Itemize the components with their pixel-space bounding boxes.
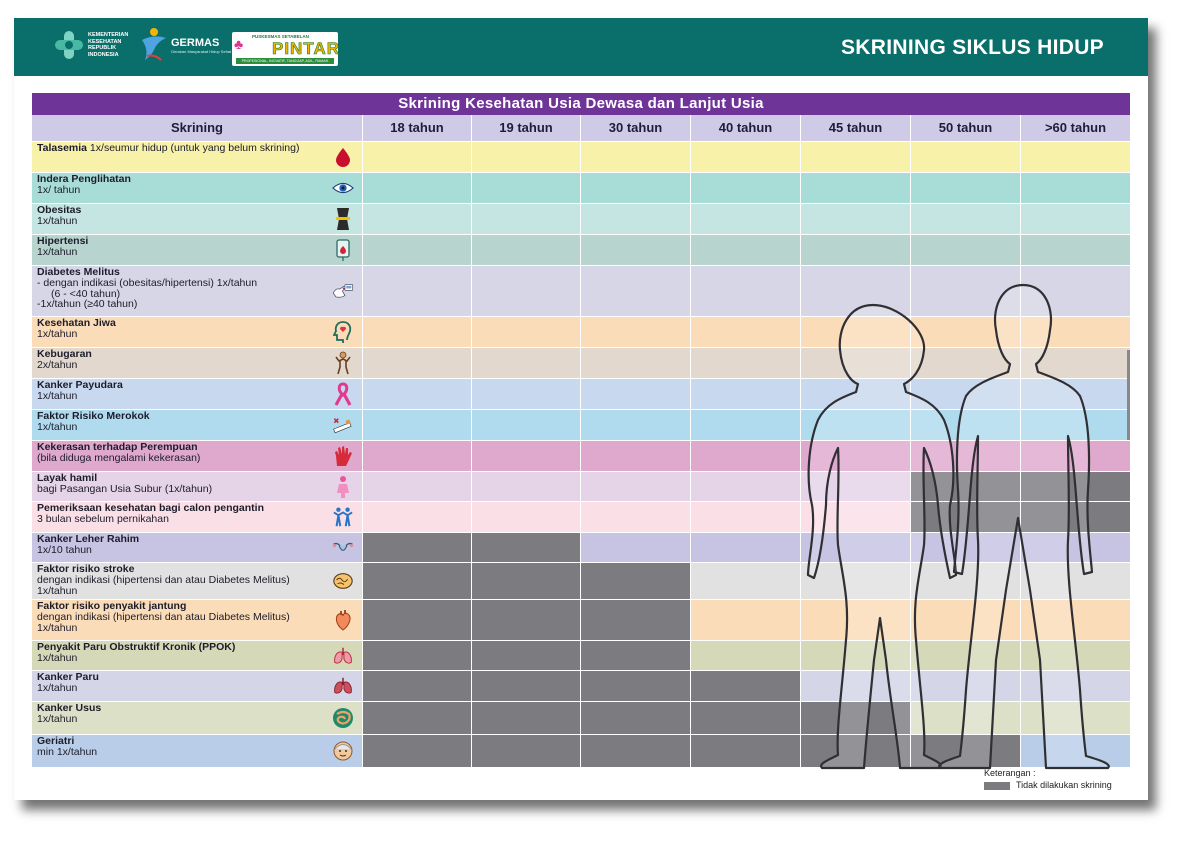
row-title-line <box>37 174 362 185</box>
edge-shade <box>1127 350 1130 440</box>
cell-screened <box>362 266 471 316</box>
table-row <box>32 316 1130 347</box>
row-label <box>32 410 362 440</box>
row-description: dengan indikasi (hipertensi dan atau Diabetes Melitus) <box>37 574 290 586</box>
row-title: Faktor risiko stroke <box>37 563 135 575</box>
cell-not-screened <box>1020 502 1130 532</box>
cell-screened <box>800 533 910 562</box>
row-title: Pemeriksaan kesehatan bagi calon pengantin <box>37 502 264 514</box>
cell-screened <box>690 348 800 378</box>
cell-not-screened <box>800 735 910 767</box>
table-row <box>32 640 1130 670</box>
legend-gray-label: Tidak dilakukan skrining <box>1016 780 1112 790</box>
woman-icon <box>332 476 354 498</box>
row-label <box>32 173 362 203</box>
cell-screened <box>910 533 1020 562</box>
cell-screened <box>690 204 800 234</box>
row-inline-desc: 1x/seumur hidup (untuk yang belum skrining) <box>87 142 300 154</box>
cell-screened <box>1020 441 1130 471</box>
legend-title: Keterangan : <box>984 768 1036 778</box>
cell-screened <box>1020 142 1130 172</box>
legend-gray-swatch <box>984 782 1010 790</box>
cell-not-screened <box>580 600 690 640</box>
cell-screened <box>690 441 800 471</box>
cell-screened <box>471 266 580 316</box>
cell-screened <box>580 379 690 409</box>
row-description: 1x/tahun <box>37 390 78 402</box>
row-title-line <box>37 380 362 391</box>
cell-screened <box>362 441 471 471</box>
cell-screened <box>800 502 910 532</box>
cell-screened <box>1020 600 1130 640</box>
cell-screened <box>1020 266 1130 316</box>
pintar-word: PINTAR <box>272 39 341 58</box>
table-row <box>32 532 1130 562</box>
cell-not-screened <box>362 735 471 767</box>
row-title: Faktor risiko penyakit jantung <box>37 600 187 612</box>
header-age-column: 19 tahun <box>471 115 580 141</box>
pintar-bottom-text: PROFESIONAL, INOVATIF, TANGGAP, ADIL, RAMAH <box>236 58 334 64</box>
cell-screened <box>910 204 1020 234</box>
cell-screened <box>362 235 471 265</box>
lungs-icon <box>332 645 354 667</box>
row-description: 1x/tahun <box>37 421 78 433</box>
cell-screened <box>910 379 1020 409</box>
row-label <box>32 204 362 234</box>
row-label <box>32 266 362 316</box>
row-description: dengan indikasi (hipertensi dan atau Diabetes Melitus) <box>37 611 290 623</box>
cell-screened <box>362 204 471 234</box>
header-skrining: Skrining <box>170 120 223 135</box>
cell-screened <box>471 173 580 203</box>
cell-screened <box>910 173 1020 203</box>
header-age-column: 18 tahun <box>362 115 471 141</box>
row-label <box>32 735 362 767</box>
germas-figure-icon <box>139 26 169 64</box>
cell-not-screened <box>471 735 580 767</box>
germas-logo <box>139 26 231 64</box>
kemenkes-emblem-icon <box>54 30 84 60</box>
cell-screened <box>910 600 1020 640</box>
cell-screened <box>800 671 910 701</box>
cell-screened <box>910 266 1020 316</box>
row-description: -1x/tahun (≥40 tahun) <box>37 298 138 310</box>
legend <box>984 768 1112 790</box>
cell-screened <box>580 317 690 347</box>
row-title: Kanker Payudara <box>37 379 123 391</box>
cell-screened <box>910 235 1020 265</box>
table-row <box>32 562 1130 599</box>
row-description: 1x/tahun <box>37 328 78 340</box>
row-label <box>32 533 362 562</box>
cell-screened <box>1020 641 1130 670</box>
row-label <box>32 472 362 501</box>
cell-screened <box>800 204 910 234</box>
header-age-column: 45 tahun <box>800 115 910 141</box>
row-description: 1x/tahun <box>37 215 78 227</box>
blood-pressure-icon <box>332 239 354 261</box>
no-smoking-icon <box>332 414 354 436</box>
row-title: Obesitas <box>37 204 82 216</box>
pink-ribbon-icon <box>332 383 354 405</box>
cell-screened <box>910 142 1020 172</box>
table-row <box>32 172 1130 203</box>
cell-screened <box>1020 204 1130 234</box>
cell-screened <box>471 317 580 347</box>
germas-subtext: Gerakan Masyarakat Hidup Sehat <box>171 48 232 54</box>
cell-screened <box>800 173 910 203</box>
row-title: Talasemia <box>37 142 88 154</box>
row-description: (bila diduga mengalami kekerasan) <box>37 452 201 464</box>
row-label <box>32 379 362 409</box>
row-title: Diabetes Melitus <box>37 266 120 278</box>
row-label <box>32 600 362 640</box>
cell-screened <box>580 502 690 532</box>
row-description: 1x/tahun <box>37 682 78 694</box>
cell-screened <box>580 266 690 316</box>
intestine-icon <box>332 707 354 729</box>
row-label <box>32 702 362 734</box>
table-header-row <box>32 115 1130 141</box>
cell-screened <box>362 317 471 347</box>
cell-screened <box>910 563 1020 599</box>
cell-not-screened <box>800 702 910 734</box>
cell-screened <box>1020 410 1130 440</box>
cell-screened <box>580 533 690 562</box>
row-title: Kekerasan terhadap Perempuan <box>37 441 198 453</box>
row-title-line <box>37 672 362 683</box>
row-description: bagi Pasangan Usia Subur (1x/tahun) <box>37 483 213 495</box>
table-row <box>32 409 1130 440</box>
cell-screened <box>690 410 800 440</box>
cell-screened <box>800 641 910 670</box>
table-row <box>32 670 1130 701</box>
poster <box>14 18 1148 800</box>
row-title: Geriatri <box>37 735 75 747</box>
brain-icon <box>332 570 354 592</box>
header-age-column: 30 tahun <box>580 115 690 141</box>
cell-screened <box>690 641 800 670</box>
row-label <box>32 502 362 532</box>
puskesmas-pintar-logo <box>232 32 341 66</box>
table-row <box>32 501 1130 532</box>
cell-screened <box>580 441 690 471</box>
cell-screened <box>690 142 800 172</box>
row-description: (6 - <40 tahun) <box>51 287 121 300</box>
row-description: 2x/tahun <box>37 359 78 371</box>
cell-not-screened <box>690 702 800 734</box>
cell-not-screened <box>910 502 1020 532</box>
cell-screened <box>1020 317 1130 347</box>
cell-screened <box>910 671 1020 701</box>
cell-screened <box>580 348 690 378</box>
cell-not-screened <box>910 735 1020 767</box>
stop-hand-icon <box>332 445 354 467</box>
cell-screened <box>800 379 910 409</box>
eye-icon <box>332 177 354 199</box>
cell-screened <box>362 348 471 378</box>
cell-screened <box>471 348 580 378</box>
cell-screened <box>800 600 910 640</box>
elderly-icon <box>332 740 354 762</box>
cell-screened <box>580 235 690 265</box>
row-label <box>32 563 362 599</box>
heart-icon <box>332 609 354 631</box>
waist-measure-icon <box>332 208 354 230</box>
cell-not-screened <box>471 533 580 562</box>
row-description: 1x/10 tahun <box>37 544 92 556</box>
cell-not-screened <box>580 563 690 599</box>
row-description: 1x/tahun <box>37 652 78 664</box>
row-label <box>32 641 362 670</box>
cell-screened <box>690 266 800 316</box>
cell-not-screened <box>690 735 800 767</box>
row-title: Hipertensi <box>37 235 89 247</box>
cell-screened <box>690 563 800 599</box>
fitness-icon <box>332 352 354 374</box>
table-row <box>32 378 1130 409</box>
row-title: Kanker Usus <box>37 702 102 714</box>
cell-not-screened <box>362 702 471 734</box>
row-title-line <box>37 318 362 329</box>
blood-drop-icon <box>332 146 354 168</box>
row-label <box>32 671 362 701</box>
cell-screened <box>362 472 471 501</box>
cell-screened <box>910 641 1020 670</box>
people-icon: ♣ <box>234 36 244 52</box>
cell-not-screened <box>1020 472 1130 501</box>
cell-screened <box>690 533 800 562</box>
cell-not-screened <box>471 671 580 701</box>
header-age-column: 50 tahun <box>910 115 1020 141</box>
table-row <box>32 734 1130 767</box>
cell-not-screened <box>471 600 580 640</box>
cell-screened <box>362 410 471 440</box>
row-description: 1x/tahun <box>37 584 78 597</box>
row-label <box>32 348 362 378</box>
cell-screened <box>362 502 471 532</box>
cell-screened <box>580 204 690 234</box>
row-title-line <box>37 411 362 422</box>
row-label <box>32 317 362 347</box>
cell-not-screened <box>362 563 471 599</box>
row-title: Kesehatan Jiwa <box>37 317 116 329</box>
kemenkes-logo <box>54 30 134 60</box>
cell-screened <box>910 410 1020 440</box>
cell-not-screened <box>362 671 471 701</box>
cell-screened <box>1020 735 1130 767</box>
cell-screened <box>471 410 580 440</box>
row-title: Indera Penglihatan <box>37 173 131 185</box>
row-label <box>32 142 362 172</box>
table-row <box>32 141 1130 172</box>
row-title-line <box>37 349 362 360</box>
couple-icon <box>332 506 354 528</box>
header-bar <box>14 18 1148 76</box>
cell-screened <box>800 441 910 471</box>
row-label <box>32 235 362 265</box>
cell-not-screened <box>690 671 800 701</box>
table-row <box>32 203 1130 234</box>
cell-screened <box>800 410 910 440</box>
table-row <box>32 599 1130 640</box>
row-title: Penyakit Paru Obstruktif Kronik (PPOK) <box>37 641 236 653</box>
row-title-line <box>37 205 362 216</box>
cell-not-screened <box>362 641 471 670</box>
cell-screened <box>910 348 1020 378</box>
cell-screened <box>580 410 690 440</box>
page-title: SKRINING SIKLUS HIDUP <box>841 36 1104 59</box>
cell-not-screened <box>471 641 580 670</box>
row-title: Kanker Paru <box>37 671 99 683</box>
cell-screened <box>1020 173 1130 203</box>
cell-screened <box>800 348 910 378</box>
row-title: Layak hamil <box>37 472 98 484</box>
row-description: 1x/tahun <box>37 246 78 258</box>
cell-screened <box>471 441 580 471</box>
cell-screened <box>1020 235 1130 265</box>
cell-not-screened <box>910 472 1020 501</box>
row-title: Faktor Risiko Merokok <box>37 410 150 422</box>
row-description: 3 bulan sebelum pernikahan <box>37 513 169 525</box>
cell-screened <box>1020 379 1130 409</box>
table-row <box>32 347 1130 378</box>
row-title-line <box>37 642 362 653</box>
mental-health-icon <box>332 321 354 343</box>
row-description: 1x/tahun <box>37 621 78 634</box>
cell-screened <box>800 563 910 599</box>
table-title: Skrining Kesehatan Usia Dewasa dan Lanjut Usia <box>32 93 1130 115</box>
cell-screened <box>690 235 800 265</box>
cell-screened <box>690 173 800 203</box>
row-title: Kebugaran <box>37 348 92 360</box>
cell-screened <box>471 502 580 532</box>
cell-screened <box>471 235 580 265</box>
cell-not-screened <box>580 702 690 734</box>
cell-screened <box>1020 348 1130 378</box>
cell-screened <box>910 317 1020 347</box>
header-age-column: >60 tahun <box>1020 115 1130 141</box>
cell-screened <box>362 173 471 203</box>
cell-screened <box>362 142 471 172</box>
row-title-line <box>37 703 362 714</box>
row-description: - dengan indikasi (obesitas/hipertensi) 1x/tahun <box>37 277 258 289</box>
cell-screened <box>690 472 800 501</box>
cell-screened <box>471 142 580 172</box>
cell-screened <box>800 472 910 501</box>
cell-screened <box>580 142 690 172</box>
cell-screened <box>690 317 800 347</box>
cell-screened <box>800 317 910 347</box>
cell-screened <box>471 472 580 501</box>
row-label <box>32 441 362 471</box>
cell-not-screened <box>362 600 471 640</box>
cell-screened <box>1020 563 1130 599</box>
cell-screened <box>690 502 800 532</box>
cell-screened <box>910 702 1020 734</box>
cell-screened <box>1020 533 1130 562</box>
table-row <box>32 234 1130 265</box>
cell-screened <box>1020 671 1130 701</box>
header-age-column: 40 tahun <box>690 115 800 141</box>
cell-screened <box>690 379 800 409</box>
cell-not-screened <box>580 641 690 670</box>
cell-screened <box>1020 702 1130 734</box>
cell-screened <box>800 266 910 316</box>
row-description: 1x/ tahun <box>37 184 81 196</box>
uterus-icon <box>332 537 354 559</box>
row-title-line <box>37 143 362 154</box>
cell-not-screened <box>362 533 471 562</box>
cell-screened <box>471 379 580 409</box>
cell-screened <box>580 173 690 203</box>
row-description: 1x/tahun <box>37 713 78 725</box>
cell-screened <box>800 142 910 172</box>
cell-not-screened <box>471 702 580 734</box>
row-description: min 1x/tahun <box>37 746 98 758</box>
cell-not-screened <box>580 671 690 701</box>
lungs-cancer-icon <box>332 675 354 697</box>
row-title-line <box>37 236 362 247</box>
cell-screened <box>800 235 910 265</box>
glucose-meter-icon <box>332 280 354 302</box>
kemenkes-text: KEMENTERIAN KESEHATAN REPUBLIK INDONESIA <box>88 32 129 58</box>
cell-screened <box>690 600 800 640</box>
cell-screened <box>580 472 690 501</box>
row-title: Kanker Leher Rahim <box>37 533 140 545</box>
pintar-top-text: PUSKESMAS SETABELAN <box>252 34 309 39</box>
germas-text: GERMAS <box>171 36 220 49</box>
table-row <box>32 701 1130 734</box>
cell-not-screened <box>471 563 580 599</box>
cell-screened <box>471 204 580 234</box>
cell-not-screened <box>580 735 690 767</box>
table-row <box>32 265 1130 316</box>
cell-screened <box>910 441 1020 471</box>
table-row <box>32 471 1130 501</box>
table-row <box>32 440 1130 471</box>
cell-screened <box>362 379 471 409</box>
